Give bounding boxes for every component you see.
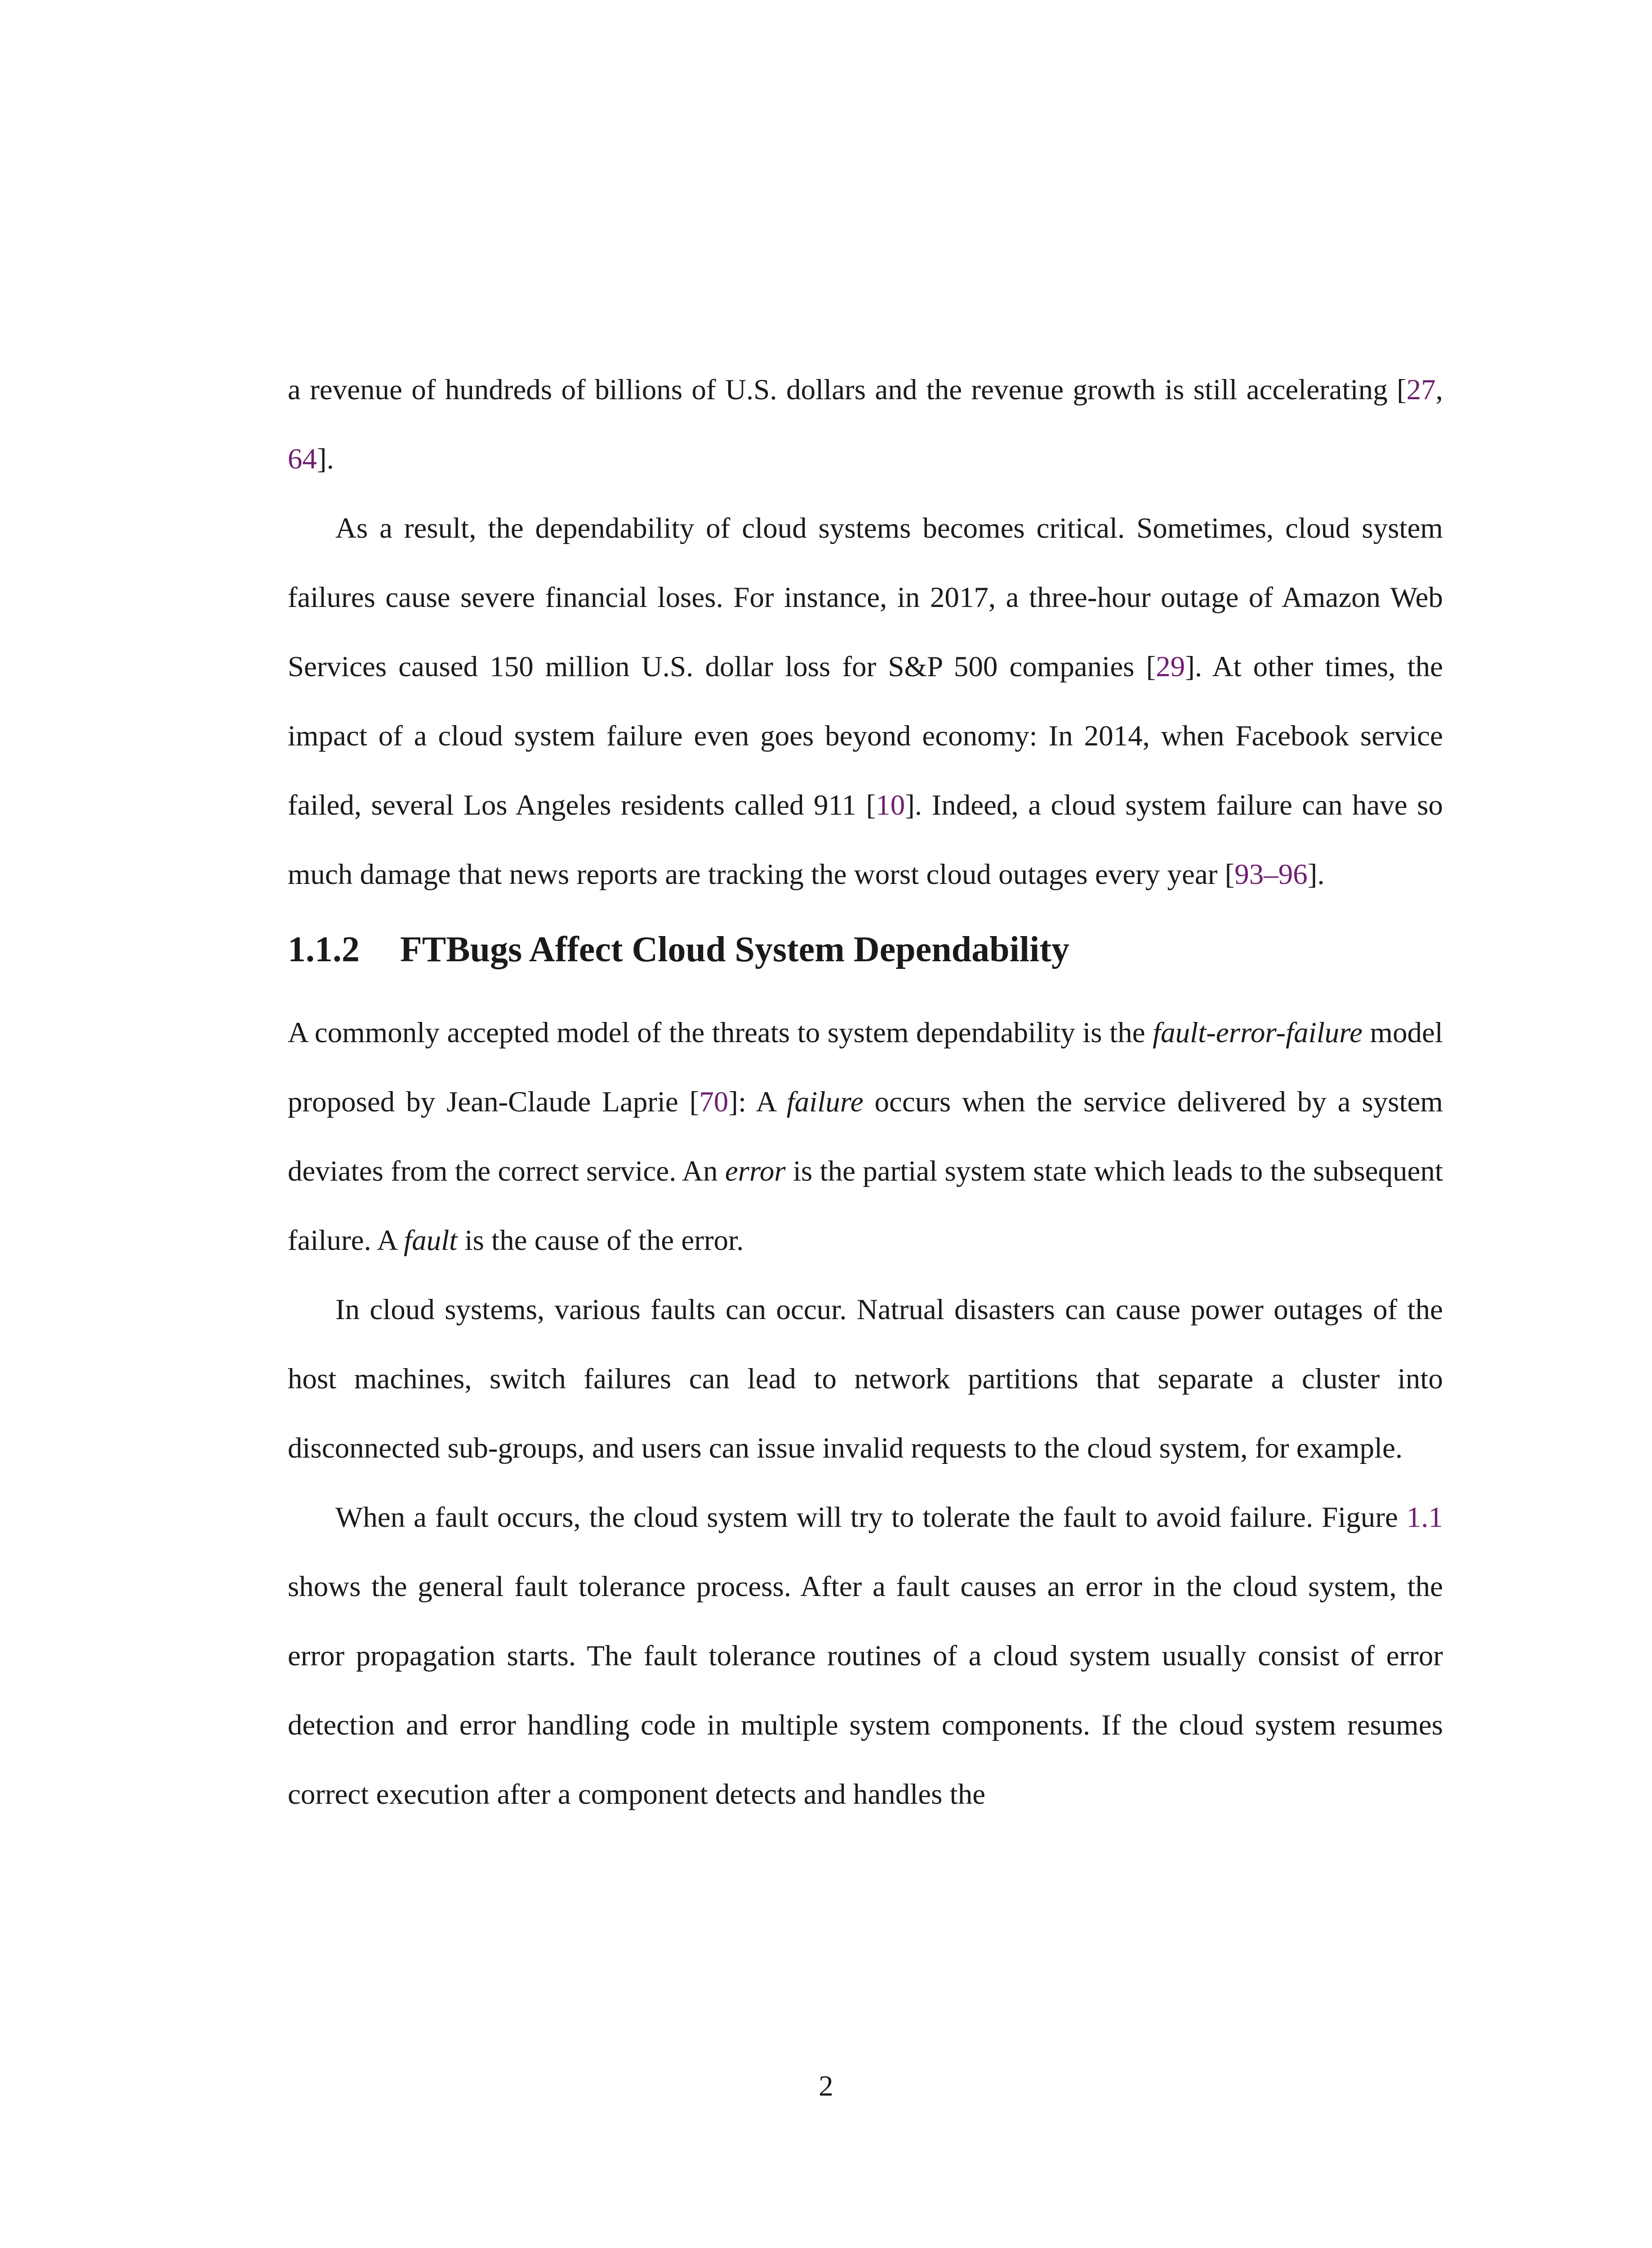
paragraph-cloud-faults bbox=[288, 1275, 1443, 1483]
text-run: As a result, the dependability of cloud systems becomes critical. Sometimes, cloud system failures cause severe financial loses. For instance, in 2017, a three-hour outage of Amazon Web Services caused 150 million U.S. dollar loss for S&P 500 companies [ bbox=[288, 512, 1443, 683]
citation-link[interactable]: 27 bbox=[1406, 374, 1436, 406]
text-run: ]. Indeed, a cloud system failure can have so much damage that news reports are tracking the worst cloud outages every year [ bbox=[288, 789, 1443, 891]
paragraph-fault-tolerance bbox=[288, 1483, 1443, 1829]
citation-link[interactable]: 93 bbox=[1234, 858, 1264, 891]
text-run: a revenue of hundreds of billions of U.S. dollars and the revenue growth is still accelerating bbox=[288, 374, 1397, 406]
citation-dash: – bbox=[1264, 858, 1278, 891]
citation-link[interactable]: 70 bbox=[699, 1086, 729, 1118]
citation-link[interactable]: 10 bbox=[876, 789, 905, 821]
page-body bbox=[288, 355, 1443, 1829]
text-run: In cloud systems, various faults can occur. Natrual disasters can cause power outages of the host machines, switch failures can lead to network partitions that separate a cluster into disconnected sub-groups, and users can issue invalid requests to the cloud system, for example. bbox=[288, 1293, 1443, 1464]
text-run: ]. At other times, the impact of a cloud system failure even goes beyond economy: In 2014, when Facebook service failed, several Los Angeles residents called 911 [ bbox=[288, 651, 1443, 821]
text-run: is the partial system state which leads to the subsequent failure. A bbox=[288, 1155, 1443, 1257]
emphasis-term: fault bbox=[404, 1224, 458, 1257]
section-title: FTBugs Affect Cloud System Dependability bbox=[400, 930, 1069, 969]
text-run: model proposed by Jean-Claude Laprie [ bbox=[288, 1017, 1443, 1118]
text-run: occurs when the service delivered by a system deviates from the correct service. An bbox=[288, 1086, 1443, 1187]
citation-link[interactable]: 96 bbox=[1278, 858, 1308, 891]
section-number: 1.1.2 bbox=[288, 930, 360, 969]
emphasis-term: failure bbox=[786, 1086, 864, 1118]
text-run: ]. bbox=[1307, 858, 1325, 891]
text-run: A commonly accepted model of the threats to system dependability is the bbox=[288, 1017, 1153, 1049]
page-number: 2 bbox=[819, 2070, 833, 2102]
paragraph-fault-model bbox=[288, 998, 1443, 1275]
text-run: ]. bbox=[317, 443, 334, 475]
text-run: is the cause of the error. bbox=[457, 1224, 744, 1257]
section-heading bbox=[288, 909, 1443, 998]
emphasis-term: fault-error-failure bbox=[1153, 1017, 1363, 1049]
citation-link[interactable]: 29 bbox=[1156, 651, 1185, 683]
citation-link[interactable]: 64 bbox=[288, 443, 317, 475]
paragraph-dependability bbox=[288, 494, 1443, 909]
paragraph-revenue bbox=[288, 355, 1443, 494]
text-run: When a fault occurs, the cloud system will try to tolerate the fault to avoid failure. Figure bbox=[335, 1501, 1407, 1534]
figure-reference-link[interactable]: 1.1 bbox=[1406, 1501, 1443, 1534]
text-run: [ bbox=[1397, 374, 1407, 406]
text-run: shows the general fault tolerance process. After a fault causes an error in the cloud system, the error propagation starts. The fault tolerance routines of a cloud system usually consist of error detection and error handling code in multiple system components. If the cloud system resumes correct execution after a component detects and handles the bbox=[288, 1570, 1443, 1811]
text-run: , bbox=[1435, 374, 1443, 406]
text-run: ]: A bbox=[728, 1086, 787, 1118]
emphasis-term: error bbox=[725, 1155, 786, 1187]
